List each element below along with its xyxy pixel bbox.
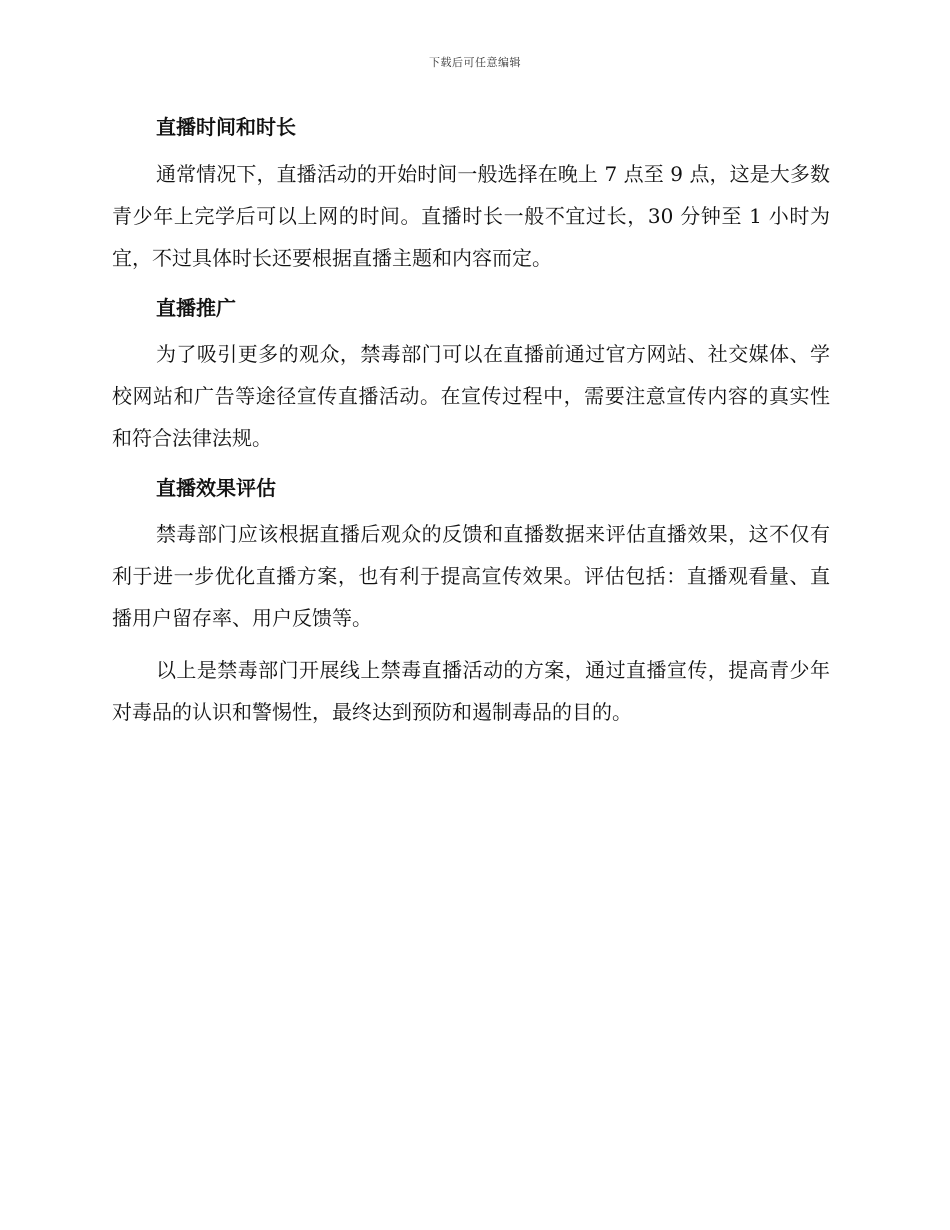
section-heading-live-time: 直播时间和时长 <box>156 115 296 139</box>
document-body <box>112 105 830 740</box>
page-header-note: 下载后可任意编辑 <box>429 56 521 69</box>
section-paragraph-promotion: 为了吸引更多的观众，禁毒部门可以在直播前通过官方网站、社交媒体、学校网站和广告等途径宣传直播活动。在宣传过程中，需要注意宣传内容的真实性和符合法律法规。 <box>112 342 830 450</box>
section-paragraph-live-time: 通常情况下，直播活动的开始时间一般选择在晚上 7 点至 9 点，这是大多数青少年上完学后可以上网的时间。直播时长一般不宜过长，30 分钟至 1 小时为宜，不过具体时长还要根据直播主题和内容而定。 <box>112 162 830 270</box>
section-heading-promotion: 直播推广 <box>156 296 236 320</box>
conclusion-paragraph: 以上是禁毒部门开展线上禁毒直播活动的方案，通过直播宣传，提高青少年对毒品的认识和警惕性，最终达到预防和遏制毒品的目的。 <box>112 658 830 724</box>
section-paragraph-evaluation: 禁毒部门应该根据直播后观众的反馈和直播数据来评估直播效果，这不仅有利于进一步优化直播方案，也有利于提高宣传效果。评估包括：直播观看量、直播用户留存率、用户反馈等。 <box>112 522 830 630</box>
section-heading-evaluation: 直播效果评估 <box>156 476 276 500</box>
